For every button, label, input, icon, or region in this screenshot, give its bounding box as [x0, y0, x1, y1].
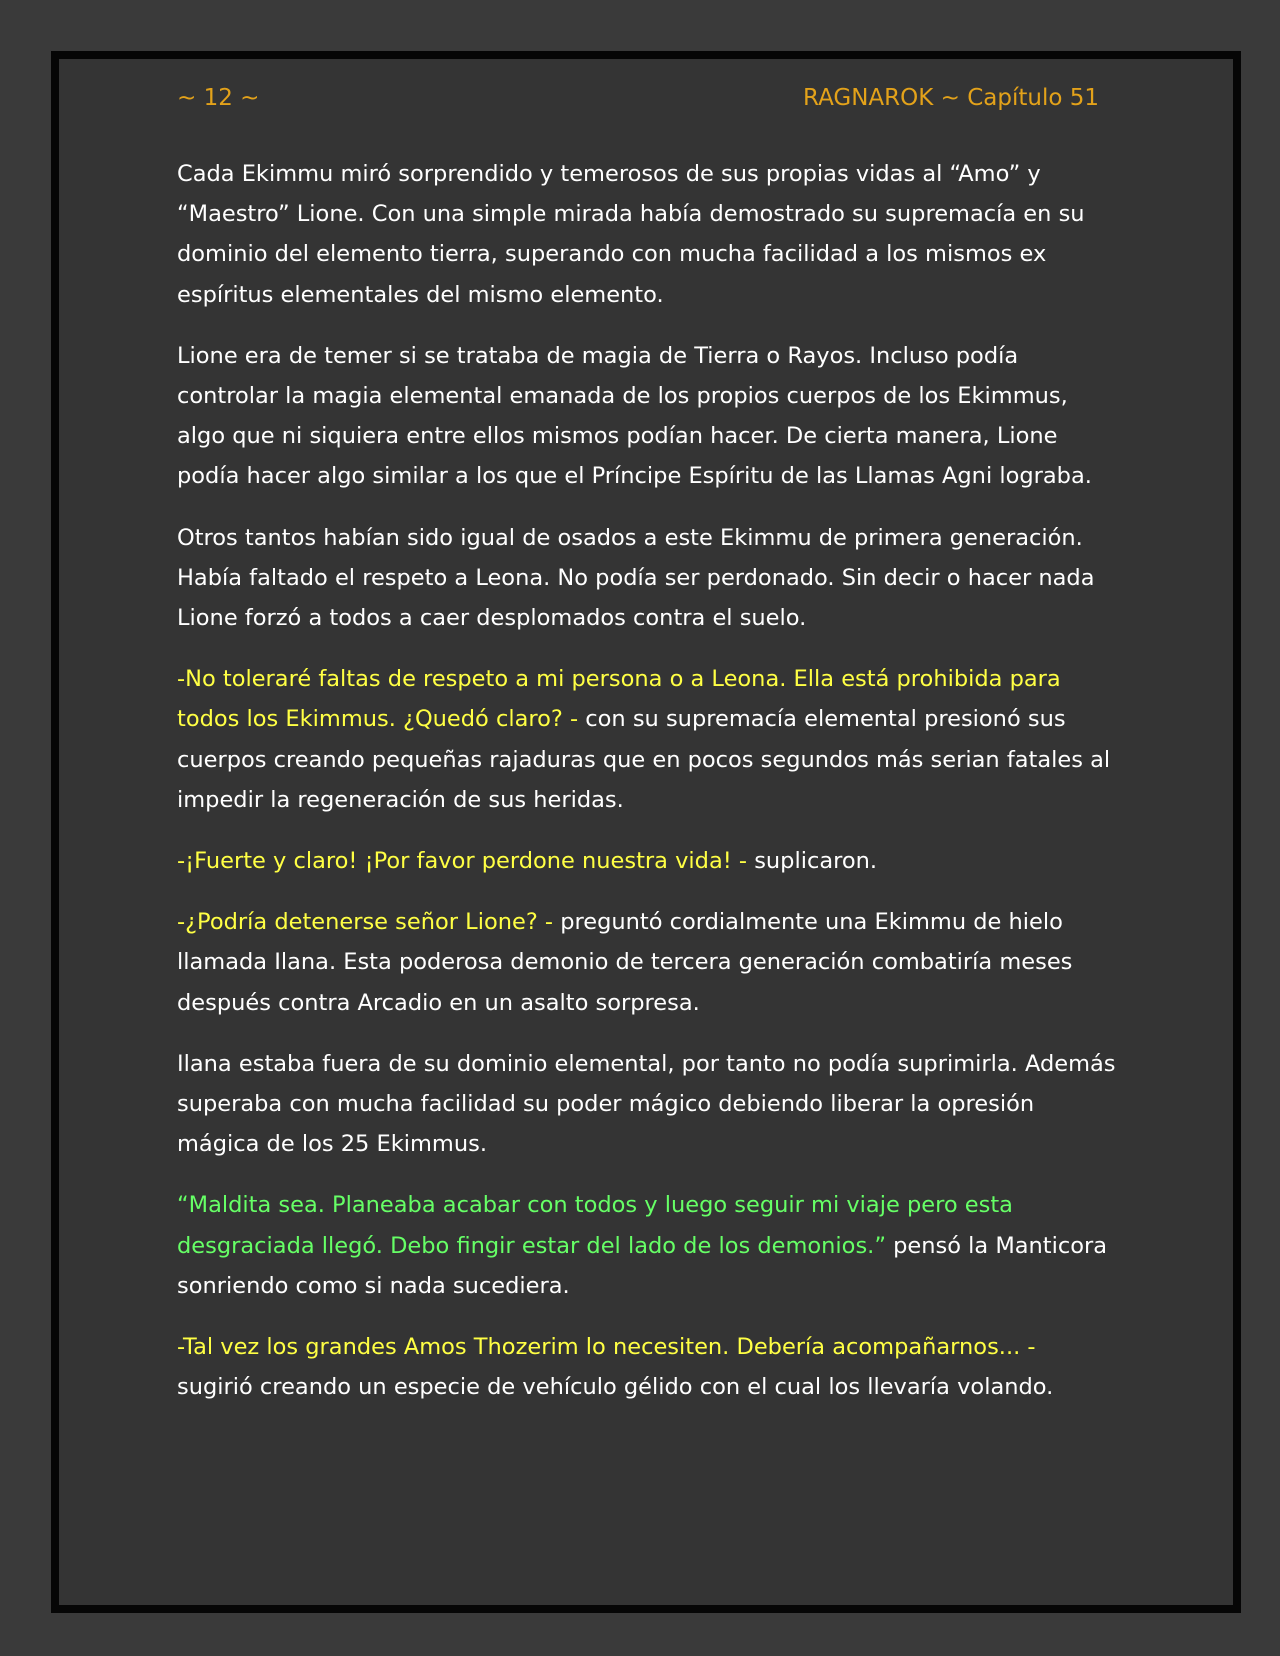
running-title: RAGNAROK ~ Capítulo 51 [803, 85, 1099, 111]
paragraph [177, 841, 1117, 881]
narration-text: Cada Ekimmu miró sorprendido y temerosos de sus propias vidas al “Amo” y “Maestro” Lione. Con una simple mirada había demostrado su supremacía en su dominio del elemento tierra, superando con mucha facilidad a los mismos ex espíritus elementales del mismo elemento. [177, 161, 1085, 308]
narration-text: sugirió creando un especie de vehículo gélido con el cual los llevaría volando. [177, 1374, 1054, 1401]
paragraph [177, 154, 1117, 315]
paragraph [177, 1185, 1117, 1306]
page-header [177, 85, 1099, 125]
paragraph [177, 1044, 1117, 1165]
dialogue-text: -Tal vez los grandes Amos Thozerim lo necesiten. Debería acompañarnos... - [177, 1334, 1036, 1361]
dialogue-text: -¿Podría detenerse señor Lione? - [177, 909, 561, 936]
dialogue-text: -No toleraré faltas de respeto a mi persona o a Leona. Ella está prohibida para todos los Ekimmus. ¿Quedó claro? - [177, 666, 1061, 733]
paragraph [177, 659, 1117, 820]
narration-text: Otros tantos habían sido igual de osados a este Ekimmu de primera generación. Había faltado el respeto a Leona. No podía ser perdonado. Sin decir o hacer nada Lione forzó a todos a caer desplomados contra el suelo. [177, 524, 1095, 632]
narration-text: Ilana estaba fuera de su dominio elemental, por tanto no podía suprimirla. Además superaba con mucha facilidad su poder mágico debiendo liberar la opresión mágica de los 25 Ekimmus. [177, 1050, 1116, 1158]
paragraph [177, 518, 1117, 639]
narration-text: preguntó cordialmente una Ekimmu de hielo llamada Ilana. Esta poderosa demonio de tercera generación combatiría meses después contra Arcadio en un asalto sorpresa. [177, 909, 1073, 1016]
narration-text: Lione era de temer si se trataba de magia de Tierra o Rayos. Incluso podía controlar la magia elemental emanada de los propios cuerpos de los Ekimmus, algo que ni siquiera entre ellos mismos podían hacer. De cierta manera, Lione podía hacer algo similar a los que el Príncipe Espíritu de las Llamas Agni lograba. [177, 342, 1092, 490]
page-number: ~ 12 ~ [177, 85, 260, 111]
paragraph [177, 1327, 1117, 1407]
page-frame [51, 51, 1241, 1613]
dialogue-text: -¡Fuerte y claro! ¡Por favor perdone nuestra vida! - [177, 848, 755, 875]
paragraph [177, 336, 1117, 497]
paragraph [177, 902, 1117, 1023]
narration-text: pensó la Manticora sonriendo como si nada sucediera. [177, 1232, 1108, 1299]
chapter-text [177, 154, 1117, 1428]
thought-text: “Maldita sea. Planeaba acabar con todos y luego seguir mi viaje pero esta desgraciada llegó. Debo fingir estar del lado de los demonios.” [177, 1192, 1013, 1259]
narration-text: con su supremacía elemental presionó sus cuerpos creando pequeñas rajaduras que en pocos segundos más serian fatales al impedir la regeneración de sus heridas. [177, 706, 1111, 813]
narration-text: suplicaron. [754, 848, 878, 875]
